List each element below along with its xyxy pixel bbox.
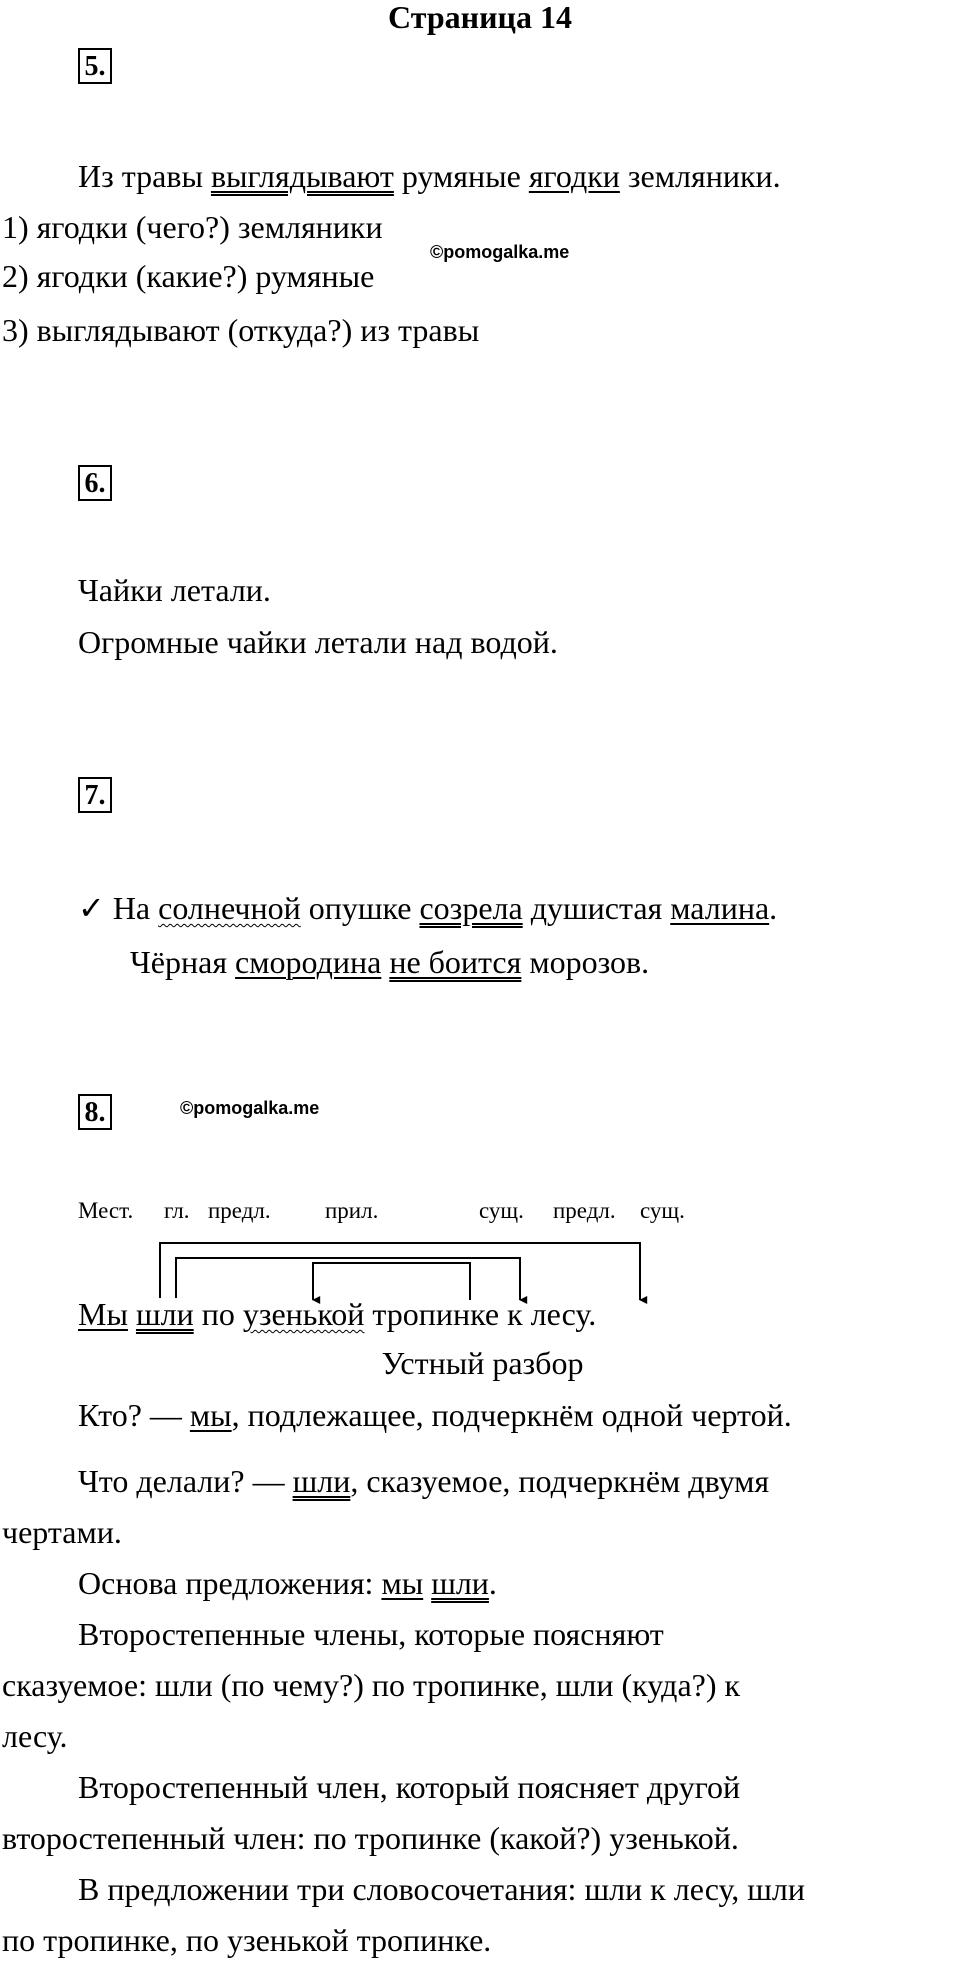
task-8-secondary-1-line-3: лесу. [2,1718,68,1754]
pos-label-adjective: прил. [325,1198,379,1223]
pos-label-preposition: предл. [553,1198,616,1223]
pos-label-noun: сущ. [640,1198,685,1223]
task-5-phrase-3: 3) выглядывают (откуда?) из травы [2,312,480,348]
page-title: Страница 14 [388,0,572,35]
watermark: ©pomogalka.me [430,242,570,262]
sentence-text [128,1296,136,1332]
pos-label-preposition: предл. [208,1198,271,1223]
sentence-text: Кто? — [78,1397,190,1433]
task-7-number: 7. [78,777,112,813]
predicate-word: не боится [389,944,522,980]
subject-word: Мы [78,1296,128,1332]
subject-word: малина [670,890,770,926]
task-8-number: 8. [78,1094,112,1130]
task-6-line-1: Чайки летали. [78,572,271,608]
task-5-phrase-2: 2) ягодки (какие?) румяные [2,258,375,294]
subject-word: ягодки [528,158,620,194]
task-5-number: 5. [78,48,112,84]
sentence-text: опушке [300,890,420,926]
sentence-text: . [769,890,778,926]
task-8-sentence [78,1294,596,1334]
sentence-text: румяные [393,158,529,194]
sentence-text: , сказуемое, подчеркнём двумя [350,1463,770,1499]
task-8-basis [78,1563,497,1603]
predicate-word: созрела [419,890,523,926]
oral-analysis-heading: Устный разбор [381,1345,584,1381]
sentence-text: душистая [522,890,671,926]
task-8-question-2 [78,1461,769,1501]
predicate-word: шли [292,1463,351,1499]
task-8-secondary-1-line-2: сказуемое: шли (по чему?) по тропинке, шли (куда?) к [2,1667,741,1703]
task-8-phrases-line-1: В предложении три словосочетания: шли к лесу, шли [78,1871,805,1907]
arrow-to-lesu [160,1243,640,1300]
check-icon: ✓ [78,889,105,927]
sentence-text: Основа предложения: [78,1565,382,1601]
task-8-secondary-1-line-1: Второстепенные члены, которые поясняют [78,1616,664,1652]
sentence-text: по [193,1296,243,1332]
sentence-text: земляники. [619,158,781,194]
pos-label-verb: гл. [164,1198,190,1223]
attribute-word: узенькой [242,1296,365,1332]
sentence-text: . [488,1565,497,1601]
sentence-text: тропинке к лесу. [364,1296,597,1332]
task-8-phrases-line-2: по тропинке, по узенькой тропинке. [2,1922,492,1958]
sentence-text: На [104,890,159,926]
sentence-text: Что делали? — [78,1463,293,1499]
predicate-word: шли [431,1565,489,1601]
attribute-word: солнечной [158,890,301,926]
task-8-secondary-2-line-2: второстепенный член: по тропинке (какой?) узенькой. [2,1820,739,1856]
pos-label-noun: сущ. [479,1198,524,1223]
sentence-text: Чёрная [130,944,236,980]
sentence-text: Из травы [78,158,211,194]
watermark: ©pomogalka.me [180,1098,320,1118]
predicate-word: шли [135,1296,194,1332]
task-8-secondary-2-line-1: Второстепенный член, который поясняет другой [78,1769,741,1805]
task-8-question-1 [78,1395,792,1435]
task-8-question-2-cont: чертами. [2,1514,122,1550]
sentence-text: морозов. [521,944,650,980]
predicate-word: выглядывают [210,158,394,194]
sentence-text [423,1565,431,1601]
subject-word: мы [381,1565,424,1601]
pos-label-pronoun: Мест. [78,1198,134,1223]
task-6-number: 6. [78,465,112,501]
subject-word: мы [189,1397,232,1433]
subject-word: смородина [235,944,382,980]
sentence-text: , подлежащее, подчеркнём одной чертой. [231,1397,792,1433]
task-6-line-2: Огромные чайки летали над водой. [78,624,558,660]
task-5-phrase-1: 1) ягодки (чего?) земляники [2,209,383,245]
